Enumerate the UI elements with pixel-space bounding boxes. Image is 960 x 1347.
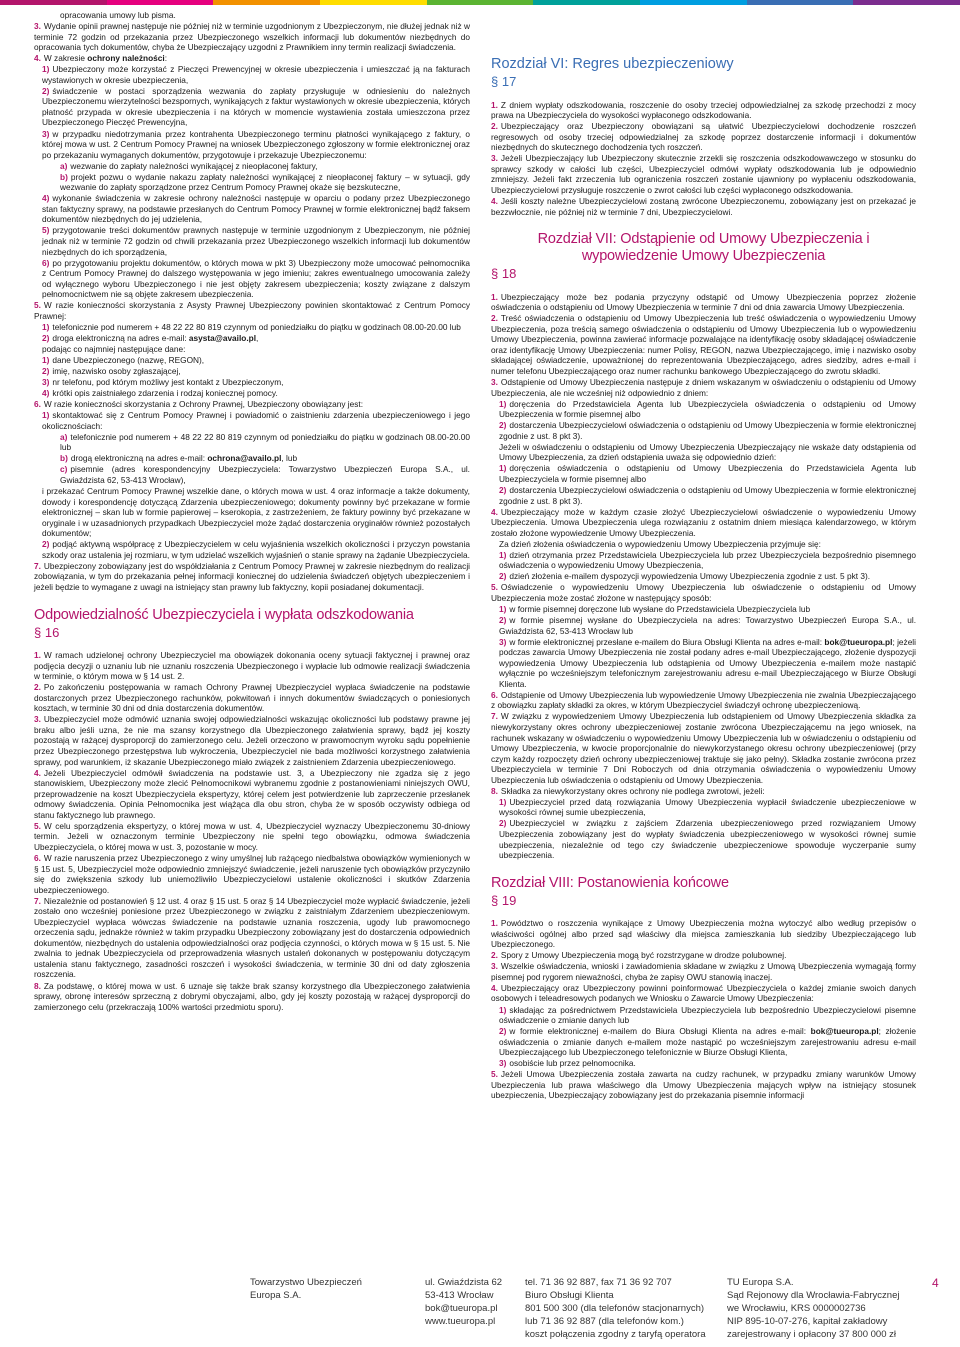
paragraph: 4. Ubezpieczający może w każdym czasie złożyć Ubezpieczycielowi oświadczenie o wypowiedzeniu Umowy Ubezpieczenia. Umowa Ubezpieczenia ulega rozwiązaniu z ostatnim dniem miesiąca kalendarzowego, w którym zostało złożone wypowiedzenie Umowy Ubezpieczenia. bbox=[491, 506, 916, 538]
paragraph: 3. Jeżeli Ubezpieczający lub Ubezpieczony skutecznie zrzekli się roszczenia odszkodowawczego w stosunku do sprawcy szkody w całości lub części, Ubezpieczyciel odmówi wypłaty odszkodowania lub je odpowiednio zmniejszy. Jeżeli fakt zrzeczenia lub ograniczenia roszczeń zostanie ujawniony po wypłaceniu odszkodowania, Ubezpieczycielowi przysługuje roszczenie o zwrot całości lub części wypłaconego odszkodowania. bbox=[491, 153, 916, 195]
footer-line: Biuro Obsługi Klienta bbox=[525, 1290, 614, 1301]
footer-line: Europa S.A. bbox=[250, 1290, 302, 1301]
list-item: a) wezwanie do zapłaty należności wynikającej z nieopłaconej faktury, bbox=[60, 160, 318, 171]
list-item: 1) Ubezpieczony może korzystać z Pieczęci Prewencyjnej w okresie ubezpieczenia i umieszczać ją na fakturach wystawionych w okresie ubezpieczenia, bbox=[42, 64, 470, 85]
list-item: 2) w formie pisemnej wysłane do Ubezpieczyciela na adres: Towarzystwo Ubezpieczeń Europa S.A., ul. Gwiaździsta 62, 53-413 Wrocław lub bbox=[499, 615, 916, 636]
paragraph: 2. Treść oświadczenia o odstąpieniu od Umowy Ubezpieczenia lub treść oświadczenia o wypowiedzeniu Umowy Ubezpieczenia, poza treścią samego oświadczenia o odstąpieniu od Umowy Ubezpieczenia lub o wypowiedzeniu Umowy Ubezpieczenia, powinna zawierać informacje pozwalające na identyfikację osoby składającej oświadczenie oraz identyfikację Umowy Ubezpieczenia: numer Polisy, REGON, nazwa Ubezpieczającego, imię i nazwisko osoby składającej oświadczenie, upoważnionej do reprezentowania Ubezpieczającego, adres siedziby, adres e-mail i numer telefonu Ubezpieczającego oraz numer rachunku bankowego Ubezpieczającego do zwrotu składki. bbox=[491, 313, 916, 376]
page-number: 4 bbox=[932, 1276, 939, 1290]
list-item: 1) skontaktować się z Centrum Pomocy Prawnej i powiadomić o zaistnieniu zdarzenia ubezpieczeniowego i jego okolicznościach: bbox=[42, 410, 470, 431]
paragraph: opracowania umowy lub pisma. bbox=[60, 10, 176, 20]
right-column bbox=[491, 56, 916, 1101]
list-item: 2) podjąć aktywną współpracę z Ubezpieczycielem w celu wyjaśnienia wszelkich okoliczności i przyczyn powstania szkody oraz ustalenia jej rozmiaru, w tym udzielać wszelkich wyjaśnień o stanie sprawy na żądanie Ubezpieczyciela. bbox=[42, 539, 470, 560]
list-item: 6) po przygotowaniu projektu dokumentów, o których mowa w pkt 3) Ubezpieczony może umocować pełnomocnika z Centrum Pomocy Prawnej do dalszego występowania w jego imieniu; zakres ewentualnego umocowania zależy od wyłącznego wyboru Ubezpieczonego i nie jest objęty zakresem ubezpieczenia; koszty związane z dalszym pełnomocnictwem nie są objęte zakresem ubezpieczenia. bbox=[42, 257, 470, 300]
paragraph: 4. Ubezpieczający oraz Ubezpieczony powinni poinformować Ubezpieczyciela o każdej zmianie swoich danych osobowych i teleadresowych podanych we Wniosku o Zawarcie Umowy Ubezpieczenia: bbox=[491, 982, 916, 1004]
stripe-segment bbox=[320, 0, 427, 5]
footer-registry bbox=[727, 1276, 927, 1341]
paragraph: 6. Odstąpienie od Umowy Ubezpieczenia lub wypowiedzenie Umowy Ubezpieczenia nie zwalnia Ubezpieczającego z obowiązku zapłaty składki za okres, w którym Ubezpieczyciel świadczył ochronę ubezpieczeniową. bbox=[491, 689, 916, 711]
list-item: 2) dzień złożenia e-mailem dyspozycji wypowiedzenia Umowy Ubezpieczenia zgodnie z ust. 5 pkt 3). bbox=[499, 571, 871, 582]
list-item: c) pisemnie (adres korespondencyjny Ubezpieczyciela: Towarzystwo Ubezpieczeń Europa S.A., ul. Gwiaździsta 62, 53-413 Wrocław), bbox=[60, 464, 470, 486]
paragraph: 3. Ubezpieczyciel może odmówić uznania swojej odpowiedzialności wskazując okoliczności lub podstawy prawne jej braku albo jeśli uzna, że nie ma szansy korzystnego dla Ubezpieczonego załatwienia sprawy, bądź jej koszty pozostają w rażącej dysproporcji do zamierzonego celu. Jeżeli orzeczono w prawomocnym wyroku sądu popełnienie przez Ubezpieczonego przestępstwa lub wykroczenia, Ubezpieczyciel nie bada możliwości korzystnego załatwienia sprawy, pod warunkiem, iż skazanie Ubezpieczonego miało związek z zaistnieniem Zdarzenia ubezpieczeniowego. bbox=[34, 714, 470, 767]
paragraph: 3. Wydanie opinii prawnej następuje nie później niż w terminie uzgodnionym z Ubezpieczonym, nie dłużej jednak niż w terminie 72 godzin od przekazania przez Ubezpieczonego wszelkich informacji lub dokumentów niezbędnych do opracowania tych dokumentów, chyba że Ubezpieczający uzgodni z Prawnikiem inny termin realizacji świadczenia. bbox=[34, 21, 470, 53]
paragraph: 1. Powództwo o roszczenia wynikające z Umowy Ubezpieczenia można wytoczyć albo według przepisów o właściwości ogólnej albo przed sąd właściwy dla miejsca zamieszkania lub siedziby Ubezpieczającego lub Ubezpieczonego. bbox=[491, 918, 916, 950]
footer-line: zarejestrowany i opłacony 37 800 000 zł bbox=[727, 1329, 896, 1340]
list-item: 3) nr telefonu, pod którym możliwy jest kontakt z Ubezpieczonym, bbox=[42, 377, 284, 388]
paragraph: podając co najmniej następujące dane: bbox=[42, 343, 186, 354]
footer-line: ul. Gwiaździsta 62 bbox=[425, 1277, 503, 1288]
paragraph: i przekazać Centrum Pomocy Prawnej wszelkie dane, o których mowa w ust. 4 oraz informacje a także dokumenty, dowody i korespondencję dotyczącą Zdarzenia ubezpieczeniowego; dokumenty powinny być przekazane w formie elektronicznej – skan lub w formie papierowej – kserokopia, z zastrzeżeniem, że faktury powinny być przekazane w oryginale i w uzasadnionych przypadkach Ubezpieczyciel może żądać dostarczenia oryginałów również pozostałych dokumentów; bbox=[42, 486, 470, 539]
paragraph: 7. Ubezpieczony zobowiązany jest do współdziałania z Centrum Pomocy Prawnej w zakresie niezbędnym do realizacji zobowiązania, w tym do przekazania pełnej informacji koniecznej do udzielenia świadczeń objętych ubezpieczeniem i jeżeli będzie to wymagane z uwagi na istniejący stan prawny lub faktyczny, kopii posiadanej dokumentacji. bbox=[34, 560, 470, 592]
list-item: 3) osobiście lub przez pełnomocnika. bbox=[499, 1058, 636, 1069]
paragraph: 3. Wszelkie oświadczenia, wnioski i zawiadomienia składane w związku z Umową Ubezpieczenia wymagają formy pisemnej pod rygorem nieważności, chyba że zapisy OWU stanowią inaczej. bbox=[491, 961, 916, 982]
paragraph: 8. Składka za niewykorzystany okres ochrony nie podlega zwrotowi, jeżeli: bbox=[491, 785, 765, 796]
email-link[interactable]: bok@tueuropa.pl bbox=[810, 1026, 879, 1037]
list-item: 4) wykonanie świadczenia w zakresie ochrony należności następuje w oparciu o podany przez Ubezpieczonego stan faktyczny sprawy, na podstawie przesłanych do Centrum Pomocy Prawnej w formie elektronicznej bądź faksem dokumentów niezbędnych do jej udzielenia, bbox=[42, 193, 470, 225]
chapter-heading: Rozdział VIII: Postanowienia końcowe bbox=[491, 874, 729, 891]
paragraph: 5. Jeżeli Umowa Ubezpieczenia została zawarta na cudzy rachunek, w przypadku zmiany warunków Umowy Ubezpieczenia lub prawa właściwego dla Umowy Ubezpieczenia mających wpływ na istniejący stosunek ubezpieczenia, Ubezpieczający zobowiązany jest do przekazania pisemnie informacji bbox=[491, 1069, 916, 1101]
list-item: 2) dostarczenia Ubezpieczycielowi oświadczenia o odstąpieniu od Umowy Ubezpieczenia w formie elektronicznej zgodnie z ust. 8 pkt 3). bbox=[499, 484, 916, 506]
stripe-segment bbox=[213, 0, 320, 5]
chapter-heading: Rozdział VI: Regres ubezpieczeniowy bbox=[491, 56, 734, 72]
list-item: 1) dane Ubezpieczonego (nazwę, REGON), bbox=[42, 355, 205, 365]
stripe-segment bbox=[533, 0, 640, 5]
stripe-segment bbox=[0, 0, 107, 5]
list-item: 3) w formie elektronicznej przesłane e-mailem do Biura Obsługi Klienta na adres e-mail: bok@tueuropa.pl; jeżeli podczas zawarcia Umowy Ubezpieczenia nie został podany adres e-mail Ubezpieczającego, złożenie dyspozycji wypowiedzenia Umowy Ubezpieczenia lub odstąpienia od Umowy Ubezpieczenia e-mailem może nastąpić wyłącznie po wcześniejszym telefonicznym zarejestrowaniu adresu e-mail Ubezpieczającego w Biurze Obsługi Klienta. bbox=[499, 636, 916, 689]
list-item: 2) w formie elektronicznej e-mailem do Biura Obsługi Klienta na adres e-mail: bok@tueuropa.pl; złożenie oświadczenia o zmianie danych e-mailem może nastąpić po wcześniejszym zarejestrowaniu adresu e-mail Ubezpieczającego lub Ubezpieczonego telefonicznie w Biurze Obsługi Klienta, bbox=[499, 1026, 916, 1058]
list-item: 2) Ubezpieczyciel w związku z zajściem Zdarzenia ubezpieczeniowego przed rozwiązaniem Umowy Ubezpieczenia zobowiązany jest do wypłaty świadczenia ubezpieczeniowego w wysokości równej sumie ubezpieczenia, niezależnie od tego czy świadczenie ubezpieczeniowe spowoduje wyczerpanie sumy ubezpieczenia. bbox=[499, 818, 916, 861]
paragraph: 5. Oświadczenie o wypowiedzeniu Umowy Ubezpieczenia lub oświadczenie o odstąpieniu od Umowy Ubezpieczenia może zostać złożone w następujący sposób: bbox=[491, 582, 916, 603]
stripe-segment bbox=[107, 0, 214, 5]
stripe-segment bbox=[640, 0, 747, 5]
paragraph: 6. W razie naruszenia przez Ubezpieczonego z winy umyślnej lub rażącego niedbalstwa obowiązków wymienionych w § 15 ust. 5, Ubezpieczyciel może odpowiednio zmniejszyć świadczenie, jeżeli naruszenie tych obowiązków przyczyniło się do zwiększenia szkody lub uniemożliwiło Ubezpieczycielowi ustalenie okoliczności i skutków Zdarzenia ubezpieczeniowego. bbox=[34, 852, 470, 895]
footer-contact bbox=[525, 1276, 720, 1341]
footer-line: 801 500 300 (dla telefonów stacjonarnych) bbox=[525, 1303, 705, 1314]
paragraph: 4. W zakresie ochrony należności: bbox=[34, 53, 168, 64]
footer-line: 53-413 Wrocław bbox=[425, 1290, 494, 1301]
paragraph: 1. Ubezpieczający może bez podania przyczyny odstąpić od Umowy Ubezpieczenia poprzez złożenie oświadczenia o odstąpieniu od Umowy Ubezpieczenia w terminie 7 dni od dnia zawarcia Umowy Ubezpieczenia. bbox=[491, 291, 916, 313]
footer-company bbox=[250, 1276, 415, 1302]
paragraph: 8. Za podstawę, o której mowa w ust. 6 uznaje się także brak szansy korzystnego dla Ubezpieczonego załatwienia sprawy, obronę interesów sprzeczną z dobrymi obyczajami, albo, gdy jej koszty pozostają w rażącej dysproporcji do zamierzonego celu (przekraczają 100% wartości przedmiotu sporu). bbox=[34, 980, 470, 1012]
paragraph: Za dzień złożenia oświadczenia o wypowiedzeniu Umowy Ubezpieczenia przyjmuje się: bbox=[499, 538, 821, 549]
list-item: b) drogą elektroniczną na adres e-mail: ochrona@availo.pl, lub bbox=[60, 453, 298, 464]
paragraph: 2. Ubezpieczający oraz Ubezpieczony obowiązani są ułatwić Ubezpieczycielowi dochodzenie roszczeń regresowych od osoby trzeciej odpowiedzialnej za szkodę poprzez dostarczenie informacji i dokumentów niezbędnych do skutecznego dochodzenia tych roszczeń. bbox=[491, 121, 916, 153]
list-item: 2) dostarczenia Ubezpieczycielowi oświadczenia o odstąpieniu od Umowy Ubezpieczenia w formie elektronicznej zgodnie z ust. 8 pkt 3). bbox=[499, 420, 916, 441]
footer-line: Towarzystwo Ubezpieczeń bbox=[250, 1277, 362, 1288]
list-item: 2) świadczenie w postaci sporządzenia wezwania do zapłaty przysługuje w odniesieniu do należnych Ubezpieczonemu wierzytelności bezspornych, wynikających z faktur wystawionych w okresie ubezpieczenia, których płatność przypada w okresie ubezpieczenia i na których w momencie wystawienia została umieszczona przez Ubezpieczonego Pieczęć Prewencyjna, bbox=[42, 85, 470, 128]
paragraph: 4. Jeżeli Ubezpieczyciel odmówił świadczenia na podstawie ust. 3, a Ubezpieczony nie zgadza się z jego stanowiskiem, Ubezpieczony może zlecić Pełnomocnikowi wybranemu zgodnie z postanowieniami niniejszych OWU, przeprowadzenie na koszt Ubezpieczyciela ekspertyzy, której celem jest potwierdzenie lub zaprzeczenie przesłanek odmowy świadczenia. Opinia Pełnomocnika jest wiążąca dla obu stron, chyba że w sposób oczywisty odbiega od stanu faktycznego lub prawnego. bbox=[34, 767, 470, 820]
paragraph: 2. Po zakończeniu postępowania w ramach Ochrony Prawnej Ubezpieczyciel wypłaca świadczenie na podstawie dostarczonych przez Ubezpieczonego rachunków, pokwitowań i innych dokumentów świadczących o poniesionych kosztach, w terminie 30 dni od dnia dostarczenia dokumentów. bbox=[34, 682, 470, 714]
list-item: 1) telefonicznie pod numerem + 48 22 22 80 819 czynnym od poniedziałku do piątku w godzinach 08.00-20.00 lub bbox=[42, 321, 461, 332]
section-number: § 18 bbox=[491, 266, 517, 282]
email-link[interactable]: ochrona@availo.pl bbox=[207, 453, 282, 464]
section-number: § 16 bbox=[34, 624, 60, 640]
footer-email-link[interactable]: bok@tueuropa.pl bbox=[425, 1303, 498, 1314]
paragraph: 7. W związku z wypowiedzeniem Umowy Ubezpieczenia lub odstąpieniem od Umowy Ubezpieczenia składka za niewykorzystany okres ochrony ubezpieczeniowej zostanie zwrócona Ubezpieczającemu na jego wniosek, na rachunek wskazany w oświadczeniu o wypowiedzeniu Umowy Ubezpieczenia lub w oświadczeniu o odstąpieniu od Umowy Ubezpieczenia, w kwocie proporcjonalnie do niewykorzystanego okresu ochrony ubezpieczeniowej (przy czym każdy rozpoczęty dzień ochrony ubezpieczeniowej traktuje się jako pełny). Składka zostanie zwrócona przez Ubezpieczyciela w terminie 7 Dni Roboczych od dnia otrzymania oświadczenia o wypowiedzeniu Umowy Ubezpieczenia lub oświadczenia o odstąpieniu od Umowy Ubezpieczenia. bbox=[491, 711, 916, 785]
paragraph: Jeżeli w oświadczeniu o odstąpieniu od Umowy Ubezpieczenia Ubezpieczający nie wskaże daty odstąpienia od Umowy Ubezpieczenia, za dzień odstąpienia uważa się odpowiednio dzień: bbox=[499, 441, 916, 463]
list-item: 4) krótki opis zaistniałego zdarzenia i rodzaj koniecznej pomocy. bbox=[42, 388, 278, 399]
section-number: § 19 bbox=[491, 892, 517, 908]
footer-line: NIP 895-10-07-276, kapitał zakładowy bbox=[727, 1316, 888, 1327]
section-number: § 17 bbox=[491, 74, 517, 89]
paragraph: 7. Niezależnie od postanowień § 12 ust. 4 oraz § 15 ust. 5 oraz § 14 Ubezpieczyciel może wypłacić świadczenie, jeżeli zostało ono wcześniej poniesione przez Ubezpieczonego w związku z zaistniałym Zdarzeniem ubezpieczeniowym. Ubezpieczyciel wypłaca wówczas świadczenie na podstawie uznania roszczenia, ugody lub prawomocnego orzeczenia sądu, jednakże również w takim przypadku Ubezpieczony zobowiązany jest do dostarczenia odpowiednich dokumentów, niezbędnych do ustalenia odpowiedzialności oraz podjęcia czynności, o których mowa w § 15 ust. 5. Nie zwalnia to jednak Ubezpieczyciela od przeprowadzenia własnych ustaleń dokonanych w postępowaniu dotyczącym ustalenia stanu faktycznego, zasadności roszczeń i wysokości świadczenia, w terminie 30 dni od daty zgłoszenia roszczenia. bbox=[34, 895, 470, 980]
left-column bbox=[34, 10, 470, 1013]
stripe-segment bbox=[427, 0, 534, 5]
footer-website-link[interactable]: www.tueuropa.pl bbox=[425, 1316, 496, 1327]
section-heading: Odpowiedzialność Ubezpieczyciela i wypłata odszkodowania bbox=[34, 606, 414, 623]
paragraph: 3. Odstąpienie od Umowy Ubezpieczenia następuje z dniem wskazanym w oświadczeniu o odstąpieniu od Umowy Ubezpieczenia, ale nie wcześniej niż odpowiednio z dniem: bbox=[491, 376, 916, 398]
list-item: a) telefonicznie pod numerem + 48 22 22 80 819 czynnym od poniedziałku do piątku w godzinach 08.00-20.00 lub bbox=[60, 431, 470, 453]
footer-line: lub 71 36 92 887 (dla telefonów kom.) bbox=[525, 1316, 684, 1327]
footer-line: tel. 71 36 92 887, fax 71 36 92 707 bbox=[525, 1277, 672, 1288]
email-link[interactable]: bok@tueuropa.pl bbox=[824, 636, 893, 647]
paragraph: 2. Spory z Umowy Ubezpieczenia mogą być rozstrzygane w drodze polubownej. bbox=[491, 950, 787, 961]
stripe-segment bbox=[853, 0, 960, 5]
list-item: 2) imię, nazwisko osoby zgłaszającej, bbox=[42, 366, 181, 377]
footer-line: we Wrocławiu, KRS 0000002736 bbox=[727, 1303, 866, 1314]
color-stripe bbox=[0, 0, 960, 5]
footer-line: TU Europa S.A. bbox=[727, 1277, 794, 1288]
list-item: 3) w przypadku niedotrzymania przez kontrahenta Ubezpieczonego terminu płatności wynikającego z faktury, o której mowa w ust. 2 Centrum Pomocy Prawnej na wniosek Ubezpieczonego zgłoszony w formie elektronicznej oraz po przekazaniu wymaganych dokumentów, przygotowuje i przekazuje Ubezpieczonemu: bbox=[42, 128, 470, 160]
footer-line: Sąd Rejonowy dla Wrocławia-Fabrycznej bbox=[727, 1290, 900, 1301]
list-item: 1) dzień otrzymania przez Przedstawiciela Ubezpieczyciela lub przez Ubezpieczyciela bezpośrednio pisemnego oświadczenia o wypowiedzeniu Umowy Ubezpieczenia, bbox=[499, 549, 916, 571]
paragraph: 1. W ramach udzielonej ochrony Ubezpieczyciel ma obowiązek dokonania oceny sytuacji faktycznej i prawnej oraz podjęcia decyzji o uznaniu lub nie uznaniu roszczenia Ubezpieczonego i wypłacie lub odmowie realizacji świadczenia w terminie, o którym mowa w § 14 ust. 2. bbox=[34, 650, 470, 682]
list-item: 1) w formie pisemnej doręczone lub wysłane do Przedstawiciela Ubezpieczyciela lub bbox=[499, 603, 811, 614]
footer-address bbox=[425, 1276, 515, 1328]
paragraph: 5. W razie konieczności skorzystania z Asysty Prawnej Ubezpieczony powinien skontaktować z Centrum Pomocy Prawnej: bbox=[34, 300, 470, 321]
chapter-heading: Rozdział VII: Odstąpienie od Umowy Ubezpieczenia i wypowiedzenie Umowy Ubezpieczenia bbox=[537, 231, 870, 265]
paragraph: 4. Jeśli koszty należne Ubezpieczycielowi zostaną zwrócone Ubezpieczonemu, zobowiązany jest on przekazać je bezzwłocznie, nie później niż w terminie 7 dni, Ubezpieczycielowi. bbox=[491, 195, 916, 217]
footer-line: koszt połączenia zgodny z taryfą operatora bbox=[525, 1329, 706, 1340]
email-link[interactable]: asysta@availo.pl bbox=[188, 332, 257, 343]
list-item: b) projekt pozwu o wydanie nakazu zapłaty należności wynikającej z nieopłaconej faktury – w sytuacji, gdy wezwanie do zapłaty sporządzone przez Centrum Pomocy Prawnej okaże się bezskuteczne, bbox=[60, 171, 470, 193]
list-item: 5) przygotowanie treści dokumentów prawnych następuje w terminie uzgodnionym z Ubezpieczonym, nie później jednak niż w terminie 72 godzin od chwili przekazania przez Ubezpieczonego wszelkich informacji lub dokumentów niezbędnych do ich sporządzenia, bbox=[42, 225, 470, 257]
stripe-segment bbox=[747, 0, 854, 5]
list-item: 1) doręczenia do Przedstawiciela Agenta lub Ubezpieczyciela oświadczenia o odstąpieniu od Umowy Ubezpieczenia w formie pisemnej albo bbox=[499, 398, 916, 420]
list-item: 1) składając za pośrednictwem Przedstawiciela Ubezpieczyciela lub bezpośrednio Ubezpieczycielowi pisemne oświadczenie o zmianie danych lub bbox=[499, 1004, 916, 1026]
paragraph: 5. W celu sporządzenia ekspertyzy, o której mowa w ust. 4, Ubezpieczyciel wyznaczy Ubezpieczonemu 30-dniowy termin. Jeżeli w oznaczonym terminie Ubezpieczony nie spełni tego obowiązku, odmowa świadczenia Ubezpieczyciela, o której mowa w ust. 3, pozostanie w mocy. bbox=[34, 820, 470, 852]
list-item: 1) Ubezpieczyciel przed datą rozwiązania Umowy Ubezpieczenia wypłacił świadczenie ubezpieczeniowe w wysokości równej sumie ubezpieczenia, bbox=[499, 796, 916, 818]
paragraph: 6. W razie konieczności skorzystania z Ochrony Prawnej, Ubezpieczony obowiązany jest: bbox=[34, 399, 364, 410]
list-item: 1) doręczenia oświadczenia o odstąpieniu od Umowy Ubezpieczenia do Przedstawiciela Agenta lub Ubezpieczyciela w formie pisemnej albo bbox=[499, 463, 916, 484]
paragraph: 1. Z dniem wypłaty odszkodowania, roszczenie do osoby trzeciej odpowiedzialnej za szkodę przechodzi z mocy prawa na Ubezpieczyciela do wysokości wypłaconego odszkodowania. bbox=[491, 99, 916, 121]
list-item: 2) droga elektroniczną na adres e-mail: asysta@availo.pl, bbox=[42, 332, 259, 343]
